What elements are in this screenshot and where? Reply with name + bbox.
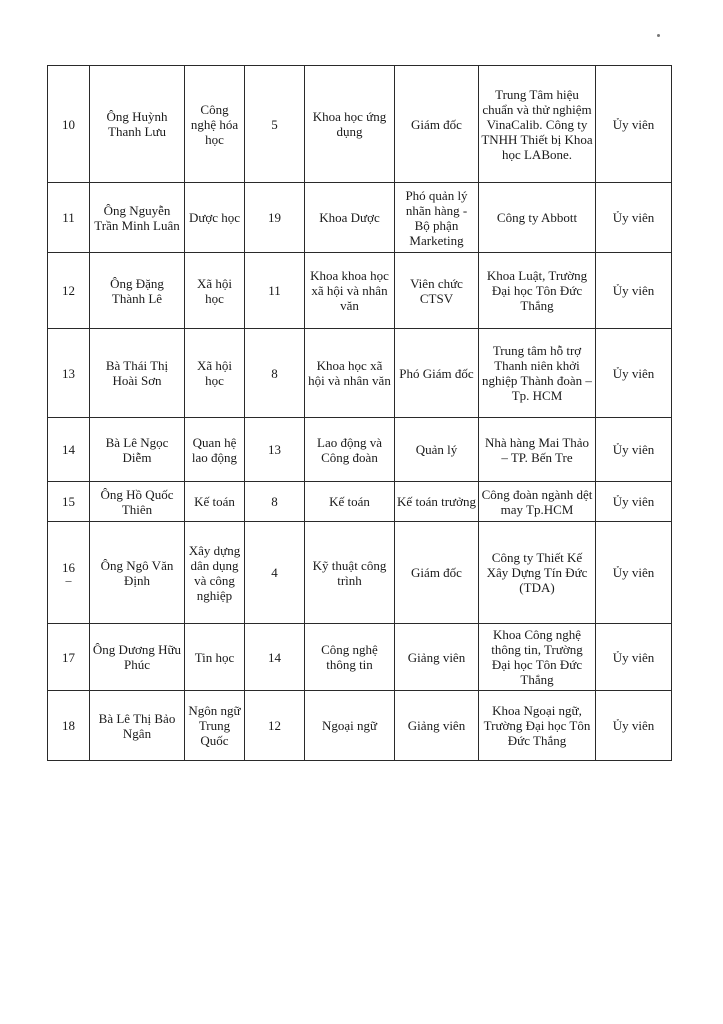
member-position: Giám đốc	[395, 522, 479, 624]
member-years: 19	[245, 183, 305, 253]
member-years: 4	[245, 522, 305, 624]
member-role: Ủy viên	[596, 522, 672, 624]
member-organization: Khoa Công nghệ thông tin, Trường Đại học Tôn Đức Thắng	[479, 624, 596, 691]
table-row	[48, 482, 672, 522]
member-major: Xã hội học	[185, 253, 245, 329]
member-major: Ngôn ngữ Trung Quốc	[185, 691, 245, 761]
member-position: Giảng viên	[395, 691, 479, 761]
row-number-mark: –	[65, 573, 72, 587]
member-organization: Công đoàn ngành dệt may Tp.HCM	[479, 482, 596, 522]
member-name: Ông Nguyễn Trần Minh Luân	[90, 183, 185, 253]
member-major: Xã hội học	[185, 329, 245, 418]
member-faculty: Kỹ thuật công trình	[305, 522, 395, 624]
member-faculty: Ngoại ngữ	[305, 691, 395, 761]
table-row	[48, 691, 672, 761]
row-number-value: 16	[62, 560, 75, 575]
row-number: 14	[48, 418, 90, 482]
member-position: Giám đốc	[395, 66, 479, 183]
member-role: Ủy viên	[596, 482, 672, 522]
table-row	[48, 522, 672, 624]
row-number: 17	[48, 624, 90, 691]
table-row	[48, 624, 672, 691]
member-years: 8	[245, 329, 305, 418]
member-position: Kế toán trưởng	[395, 482, 479, 522]
member-major: Xây dựng dân dụng và công nghiệp	[185, 522, 245, 624]
scan-dot	[657, 34, 660, 37]
member-name: Ông Dương Hữu Phúc	[90, 624, 185, 691]
member-organization: Công ty Abbott	[479, 183, 596, 253]
member-faculty: Khoa học ứng dụng	[305, 66, 395, 183]
member-years: 14	[245, 624, 305, 691]
member-role: Ủy viên	[596, 183, 672, 253]
member-name: Bà Lê Ngọc Diễm	[90, 418, 185, 482]
table-row	[48, 66, 672, 183]
member-role: Ủy viên	[596, 624, 672, 691]
member-position: Phó quản lý nhãn hàng - Bộ phận Marketing	[395, 183, 479, 253]
member-organization: Nhà hàng Mai Thảo – TP. Bến Tre	[479, 418, 596, 482]
member-position: Giảng viên	[395, 624, 479, 691]
row-number: 15	[48, 482, 90, 522]
member-years: 11	[245, 253, 305, 329]
member-faculty: Khoa Dược	[305, 183, 395, 253]
member-role: Ủy viên	[596, 66, 672, 183]
row-number: 12	[48, 253, 90, 329]
member-position: Viên chức CTSV	[395, 253, 479, 329]
member-years: 5	[245, 66, 305, 183]
member-major: Tin học	[185, 624, 245, 691]
member-name: Bà Lê Thị Bảo Ngân	[90, 691, 185, 761]
member-faculty: Lao động và Công đoàn	[305, 418, 395, 482]
member-name: Ông Huỳnh Thanh Lưu	[90, 66, 185, 183]
member-role: Ủy viên	[596, 418, 672, 482]
member-major: Công nghệ hóa học	[185, 66, 245, 183]
member-organization: Khoa Ngoại ngữ, Trường Đại học Tôn Đức Thắng	[479, 691, 596, 761]
member-faculty: Khoa học xã hội và nhân văn	[305, 329, 395, 418]
table-row	[48, 253, 672, 329]
member-organization: Công ty Thiết Kế Xây Dựng Tín Đức (TDA)	[479, 522, 596, 624]
row-number	[48, 522, 90, 624]
row-number: 13	[48, 329, 90, 418]
member-name: Ông Hồ Quốc Thiên	[90, 482, 185, 522]
member-name: Ông Ngô Văn Định	[90, 522, 185, 624]
row-number: 11	[48, 183, 90, 253]
member-major: Kế toán	[185, 482, 245, 522]
member-years: 13	[245, 418, 305, 482]
member-role: Ủy viên	[596, 329, 672, 418]
table-row	[48, 418, 672, 482]
table-row	[48, 329, 672, 418]
member-years: 8	[245, 482, 305, 522]
member-role: Ủy viên	[596, 253, 672, 329]
member-role: Ủy viên	[596, 691, 672, 761]
member-organization: Khoa Luật, Trường Đại học Tôn Đức Thắng	[479, 253, 596, 329]
member-position: Phó Giám đốc	[395, 329, 479, 418]
row-number: 18	[48, 691, 90, 761]
member-table	[47, 65, 672, 761]
member-name: Bà Thái Thị Hoài Sơn	[90, 329, 185, 418]
member-years: 12	[245, 691, 305, 761]
member-organization: Trung Tâm hiệu chuẩn và thử nghiệm VinaCalib. Công ty TNHH Thiết bị Khoa học LABone.	[479, 66, 596, 183]
member-organization: Trung tâm hỗ trợ Thanh niên khởi nghiệp Thành đoàn – Tp. HCM	[479, 329, 596, 418]
member-major: Dược học	[185, 183, 245, 253]
member-major: Quan hệ lao động	[185, 418, 245, 482]
member-faculty: Kế toán	[305, 482, 395, 522]
table-row	[48, 183, 672, 253]
member-position: Quản lý	[395, 418, 479, 482]
row-number: 10	[48, 66, 90, 183]
member-faculty: Công nghệ thông tin	[305, 624, 395, 691]
member-faculty: Khoa khoa học xã hội và nhân văn	[305, 253, 395, 329]
member-name: Ông Đặng Thành Lê	[90, 253, 185, 329]
